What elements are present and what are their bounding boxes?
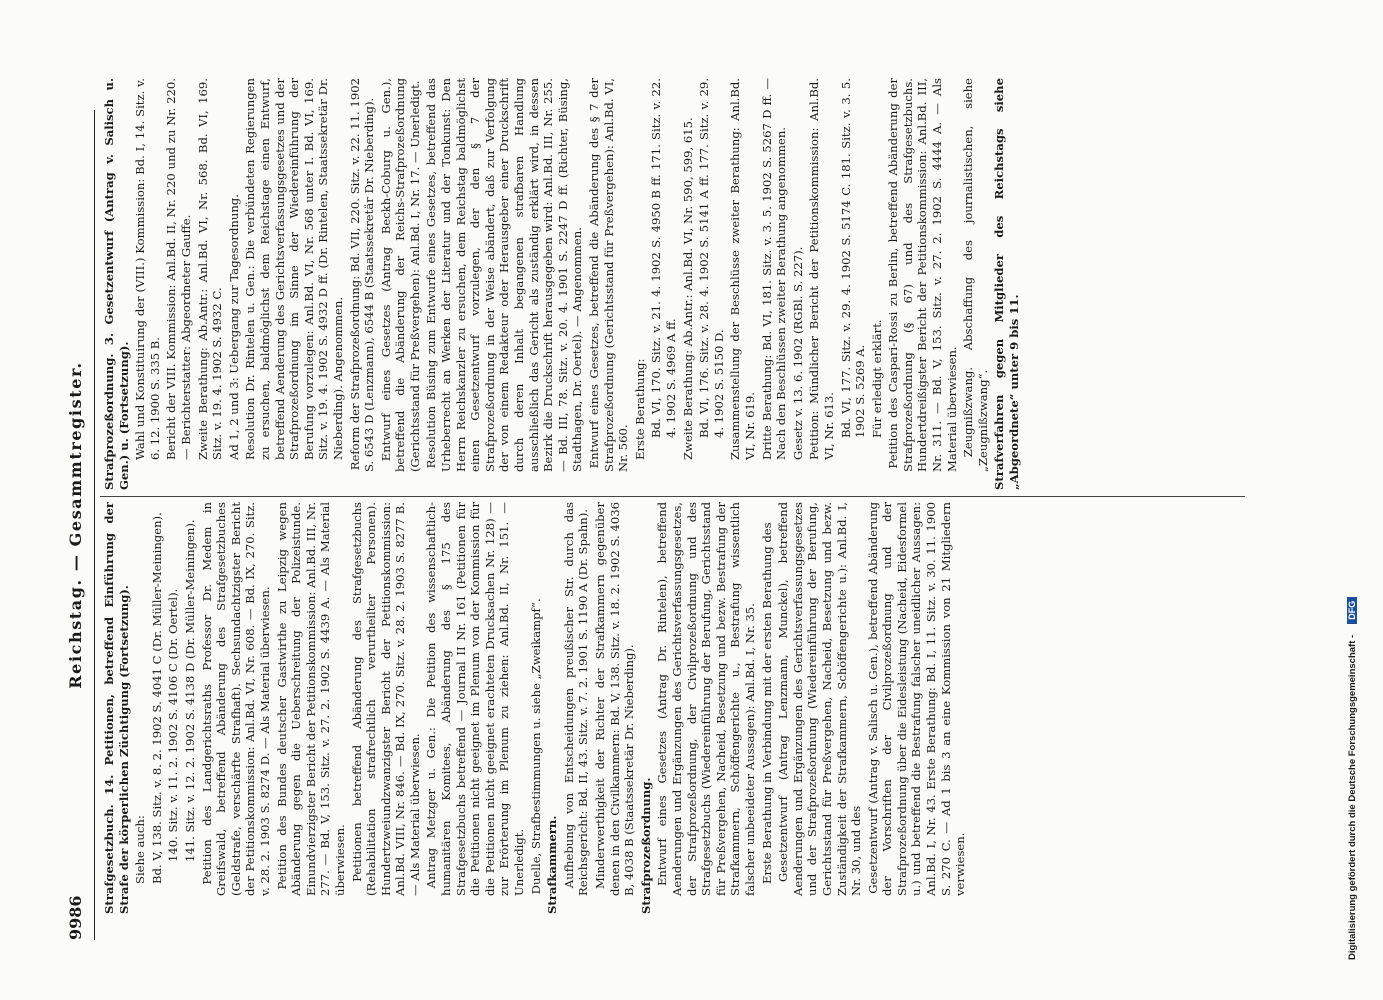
page-number: 9986: [65, 895, 85, 940]
entry-number: [200, 898, 215, 914]
register-entry: [866, 502, 968, 914]
sub-entry: Bd. VI, 176. Sitz. v. 28. 4. 1902 S. 5141 A ff. 177. Sitz. v. 29. 4. 1902 S. 5150 D.: [697, 78, 726, 438]
column-divider: [100, 496, 1245, 497]
entry-text: Entwurf eines Gesetzes (Antrag Dr. Rintelen), betreffend Aenderungen und Ergänzungen des Gerichtsverfassungsgesetzes, der Strafprozeßordnung, der Civilprozeßordnung und des Strafgesetzbuchs (Wiedereinführung der Berufung, Gerichtsstand für Preßvergehen, Nacheid, Besetzung und bezw. Bestrafung der Strafkammern, Schöffengerichte u., Bestrafung wissentlich falscher unbeeideter Aussagen): Anl.Bd. I, Nr. 35.: [655, 502, 757, 898]
entry-text: Duelle, Strafbestimmungen u. siehe „Zweikampf“.: [528, 598, 543, 898]
entry-text: Petition des Caspari-Rossi zu Berlin, betreffend Abänderung der Strafprozeßordnung (§ 67) und des Strafgesetzbuchs. Hundertdreißigster Bericht der Petitionskommission: Anl.Bd. III, Nr. 311. — Bd. V, 153. Sitz. v. 27. 2. 1902 S. 4444 A. — Als Material überwiesen.: [886, 78, 959, 474]
entry-number: [776, 898, 791, 914]
entry-number: [961, 474, 976, 490]
dfg-logo: DFG: [1347, 597, 1357, 624]
sub-entry: Erste Berathung in Verbindung mit der ersten Berathung des: [759, 522, 774, 884]
entry-text: Reform der Strafprozeßordnung: Bd. VII, 220. Sitz. v. 22. 11. 1902 S. 6543 D (Lenzmann), 6544 B (Staatssekretär Dr. Nieberding).: [347, 78, 377, 474]
entry-number: [529, 898, 544, 914]
left-column: [102, 502, 1242, 914]
register-entry: [655, 502, 757, 914]
entry-text: Aufhebung von Entscheidungen preußischer Str. durch das Reichsgericht: Bd. II, 43. Sitz. v. 7. 2. 1901 S. 1190 A (Dr. Spahn).: [561, 502, 591, 898]
entry-number: [587, 474, 602, 490]
sub-entry: Resolution Dr. Rintelen u. Gen.: Die verbündeten Regierungen zu ersuchen, baldmöglichst dem Reichstage einen Entwurf, betreffend Aenderung des Gerichtsverfassungsgesetzes und der Strafprozeßordnung im Sinne der Wiedereinführung der Berufung vorzulegen: Anl.Bd. VI, Nr. 568 unter I. Bd. VI, 169. Sitz. v. 19. 4. 1902 S. 4932 D ff. (Dr. Rintelen, Staatssekretär Dr. Nieberding). Angenommen.: [243, 78, 345, 460]
sub-entry: 140. Sitz. v. 11. 2. 1902 S. 4106 C (Dr. Oertel).: [166, 588, 181, 862]
sub-entry: Zusammenstellung der Beschlüsse zweiter Berathung: Anl.Bd. VI, Nr. 619.: [728, 78, 757, 460]
right-column: [102, 78, 1242, 490]
sub-entry: 141. Sitz. v. 12. 2. 1902 S. 4138 D (Dr. Müller-Meiningen).: [182, 519, 197, 862]
register-entry: [424, 78, 585, 490]
sub-entry: Wahl und Konstituirung der (VIII.) Kommission: Bd. I, 14. Sitz. v. 6. 12. 1900 S. 335 B.: [133, 78, 162, 460]
section-heading: Strafverfahren gegen Mitglieder des Reichstags siehe „Abgeordnete“ unter 9 bis 11.: [992, 78, 1022, 490]
entry-number: [886, 474, 901, 490]
entry-number: [379, 474, 394, 490]
entry-number: [348, 474, 363, 490]
register-entry: [593, 502, 637, 914]
header-rule: [94, 110, 95, 940]
entry-text: Petition des Landgerichtsraths Professor Dr. Medem in Greifswald, betreffend Abänderung des Strafgesetzbuches (Geldstrafe, verschärfte Strafhaft). Sechsundachtzigster Bericht der Petitionskommission: Anl.Bd. VI, Nr. 608. — Bd. IX, 270. Sitz. v. 28. 2. 1903 S. 8274 D. — Als Material überwiesen.: [199, 502, 272, 898]
register-entry: [529, 502, 544, 914]
register-entry: [424, 502, 526, 914]
section-heading: Strafkammern.: [545, 815, 560, 914]
footer-text: Digitalisierung gefördert durch die Deutsche Forschungsgemeinschaft -: [1347, 634, 1358, 960]
entry-text: Entwurf eines Gesetzes, betreffend die Abänderung des § 7 der Strafprozeßordnung (Gerichtsstand für Preßvergehen): Anl.Bd. VI, Nr. 560.: [587, 78, 631, 474]
footer: [1340, 20, 1360, 960]
register-entry: [350, 502, 423, 914]
entry-text: Gesetzentwurf (Antrag Lenzmann, Munckel), betreffend Aenderungen und Ergänzungen des Gerichtsverfassungsgesetzes und der Strafprozeßordnung (Wiedereinführung der Berufung, Gerichtsstand für Preßvergehen, Nacheid, Besetzung und bezw. Zuständigkeit der Strafkammern, Schöffengerichte u.): Anl.Bd. I, Nr. 30, und des: [776, 502, 864, 898]
register-entry: [886, 78, 959, 490]
entry-text: Zeugnißzwang. Abschaffung des journalistischen, siehe „Zeugnißzwang“.: [961, 78, 990, 474]
entry-text: Petitionen betreffend Abänderung des Strafgesetzbuchs (Rehabilitation strafrechtlich verurtheilter Personen). Hundertzweiundzwanzigster Bericht der Petitionskommission: Anl.Bd. VIII, Nr. 846. — Bd. IX, 270. Sitz. v. 28. 2. 1903 S. 8277 B. — Als Material überwiesen.: [349, 502, 422, 898]
entry-number: [424, 474, 439, 490]
sub-entry: Dritte Berathung: Bd. VI, 181. Sitz. v. 3. 5. 1902 S. 5267 D ff. — Nach den Beschlüssen zweiter Berathung angenommen.: [759, 78, 789, 460]
page-header: [55, 110, 95, 940]
page-title: Reichstag. — Gesammtregister.: [65, 361, 85, 689]
sub-entry: Erste Berathung:: [632, 358, 647, 460]
entry-number: [562, 898, 577, 914]
entry-text: Petition des Bundes deutscher Gastwirthe zu Leipzig wegen Abänderung gegen die Ueberschreitung der Polizeistunde. Einundvierzigster Bericht der Petitionskommission: Anl.Bd. III, Nr. 277. — Bd. V, 153. Sitz. v. 27. 2. 1902 S. 4439 A. — Als Material überwiesen.: [274, 502, 347, 898]
sub-entry: Zweite Berathung: Ab.Antr.: Anl.Bd. VI, Nr. 568. Bd. VI, 169. Sitz. v. 19. 4. 1902 S. 4932 C.: [195, 78, 225, 460]
entry-number: [350, 898, 365, 914]
entry-text: Resolution Büsing zum Entwurfe eines Gesetzes, betreffend das Urheberrecht an Werken der Literatur und der Tonkunst: Den Herrn Reichskanzler zu ersuchen, dem Reichstag baldmöglichst einen Gesetzentwurf vorzulegen, der den § 7 der Strafprozeßordnung in der Weise abändert, daß zur Verfolgung der von einem Redakteur oder Herausgeber einer Druckschrift durch deren Inhalt begangenen strafbaren Handlung ausschließlich das Gericht als zuständig erklärt wird, in dessen Bezirk die Druckschrift herausgegeben wird: Anl.Bd. III, Nr. 255. — Bd. III, 78. Sitz. v. 20. 4. 1901 S. 2247 D ff. (Richter, Büsing, Stadthagen, Dr. Oertel). — Angenommen.: [424, 78, 585, 474]
entry-text: Antrag Metzger u. Gen.: Die Petition des wissenschaftlich-humanitären Komitees, Abänderung des § 175 des Strafgesetzbuchs betreffend — Journal II Nr. 161 (Petitionen für die Petitionen nicht geeignet im Plenum von der Kommission für die Petitionen nicht geeignet erachteten Drucksachen Nr. 128) — zur Erörterung im Plenum zu ziehen: Anl.Bd. II, Nr. 151. — Unerledigt.: [424, 502, 527, 898]
entry-number: [655, 898, 670, 914]
register-entry: [275, 502, 348, 914]
register-entry: [776, 502, 864, 914]
register-entry: [587, 78, 631, 490]
register-entry: [562, 502, 591, 914]
section-heading: Strafprozeßordnung.: [638, 777, 653, 914]
sub-entry: Für erledigt erklärt.: [869, 319, 884, 438]
entry-number: [424, 898, 439, 914]
sub-entry: Zweite Berathung: Ab.Antr.: Anl.Bd. VI, Nr. 590, 599, 615.: [680, 117, 695, 460]
sub-entry: Ad 1, 2 und 3: Uebergang zur Tagesordnung.: [226, 194, 241, 460]
entry-number: [275, 898, 290, 914]
sub-entry: Petition: Mündlicher Bericht der Petitionskommission: Anl.Bd. VI, Nr. 613.: [807, 78, 836, 460]
section-heading: Strafgesetzbuch. 14. Petitionen, betreffend Einführung der Strafe der körperlichen Züchtigung (Fortsetzung).: [102, 502, 131, 914]
sub-entry: Siehe auch:: [133, 815, 148, 884]
entry-text: Entwurf eines Gesetzes (Antrag Beckh-Coburg u. Gen.), betreffend die Abänderung der Reichs-Strafprozeßordnung (Gerichtsstand für Preßvergehen): Anl.Bd. I, Nr. 17. — Unerledigt.: [378, 78, 422, 474]
entry-number: [866, 898, 881, 914]
sub-entry: Bd. V, 138. Sitz. v. 8. 2. 1902 S. 4041 C (Dr. Müller-Meiningen).: [149, 512, 164, 884]
section-heading: Strafprozeßordnung. 3. Gesetzentwurf (Antrag v. Salisch u. Gen.) u. (Fortsetzung).: [102, 78, 131, 490]
register-entry: [348, 78, 377, 490]
register-entry: [200, 502, 273, 914]
sub-entry: Gesetz v. 13. 6. 1902 (RGBl. S. 227).: [790, 246, 805, 460]
register-entry: [379, 78, 423, 490]
entry-text: Gesetzentwurf (Antrag v. Salisch u. Gen.), betreffend Abänderung der Vorschriften der Civilprozeßordnung und der Strafprozeßordnung über die Eidesleistung (Nacheid, Eidesformel u.) und betreffend die Bestrafung falscher uneidlicher Aussagen: Anl.Bd. I, Nr. 43. Erste Berathung: Bd. I, 11. Sitz. v. 30. 11. 1900 S. 270 C. — Ad 1 bis 3 an eine Kommission von 21 Mitgliedern verwiesen.: [865, 502, 968, 898]
entry-text: Minderwerthigkeit der Richter der Strafkammern gegenüber denen in den Civilkammern: Bd. V, 138. Sitz. v. 18. 2. 1902 S. 4036 B, 4038 B (Staatssekretär Dr. Nieberding).: [593, 502, 637, 898]
sub-entry: Bd. VI, 177. Sitz. v. 29. 4. 1902 S. 5174 C. 181. Sitz. v. 3. 5. 1902 S. 5269 A.: [838, 78, 868, 438]
register-entry: [961, 78, 990, 490]
entry-number: [593, 898, 608, 914]
sub-entry: Bericht der VIII. Kommission: Anl.Bd. II, Nr. 220 und zu Nr. 220. — Berichterstatter: Abgeordneter Gauffe.: [164, 78, 193, 460]
sub-entry: Bd. VI, 170. Sitz. v. 21. 4. 1902 S. 4950 B ff. 171. Sitz. v. 22. 4. 1902 S. 4969 A ff.: [649, 78, 678, 438]
